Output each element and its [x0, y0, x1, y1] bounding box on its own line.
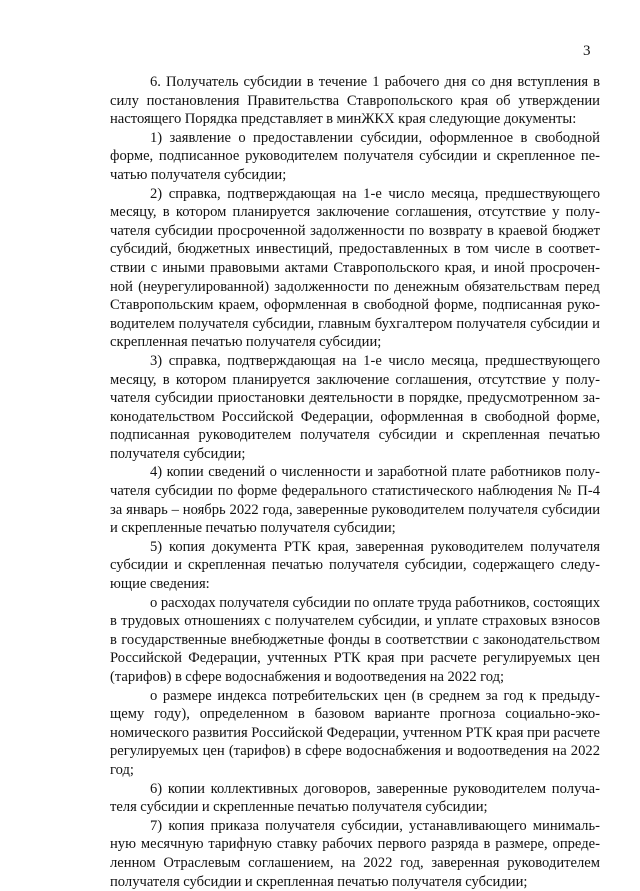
document-body: [110, 73, 600, 891]
paragraph-subitem-5-price-index: о размере индекса потребительских цен (в среднем за год к предыдущему году), определенном в базовом варианте прогноза социально-экономического развития Российской Федерации, учтенном РТК края при расчете регулируемых цен (тарифов) в сфере водоснабжения и водоотведения на 2022 год;: [110, 687, 600, 778]
page-number: 3: [583, 43, 591, 59]
paragraph-subitem-3: 3) справка, подтверждающая на 1-е число месяца, предшествующего месяцу, в котором планируется заключение соглашения, отсутствие у получателя субсидии приостановки деятельности в порядке, предусмотренном законодательством Российской Федерации, оформленная в свободной форме, подписанная руководителем получателя субсидии и скрепленная печатью получателя субсидии;: [110, 352, 600, 462]
paragraph-subitem-7: 7) копия приказа получателя субсидии, устанавливающего минимальную месячную тарифную ставку рабочих первого разряда в размере, определенном Отраслевым соглашением, на 2022 год, заверенная руководителем получателя субсидии и скрепленная печатью получателя субсидии;: [110, 817, 600, 890]
paragraph-subitem-6: 6) копии коллективных договоров, заверенные руководителем получателя субсидии и скрепленные печатью получателя субсидии;: [110, 780, 600, 816]
paragraph-subitem-5: 5) копия документа РТК края, заверенная руководителем получателя субсидии и скрепленная печатью получателя субсидии, содержащего следующие сведения:: [110, 538, 600, 593]
paragraph-item-6: 6. Получатель субсидии в течение 1 рабочего дня со дня вступления в силу постановления Правительства Ставропольского края об утверждении настоящего Порядка представляет в минЖКХ края следующие документы:: [110, 74, 600, 128]
paragraph-subitem-5-expenses: о расходах получателя субсидии по оплате труда работников, состоящих в трудовых отношениях с получателем субсидии, и уплате страховых взносов в государственные внебюджетные фонды в соответствии с законодательством Российской Федерации, учтенных РТК края при расчете регулируемых цен (тарифов) в сфере водоснабжения и водоотведения на 2022 год;: [110, 594, 600, 685]
paragraph-subitem-2: 2) справка, подтверждающая на 1-е число месяца, предшествующего месяцу, в котором планируется заключение соглашения, отсутствие у получателя субсидии просроченной задолженности по возврату в краевой бюджет субсидий, бюджетных инвестиций, предоставленных в том числе в соответствии с иными правовыми актами Ставропольского края, и иной просроченной (неурегулированной) задолженности по денежным обязательствам перед Ставропольским краем, оформленная в свободной форме, подписанная руководителем получателя субсидии, главным бухгалтером получателя субсидии и скрепленная печатью получателя субсидии;: [110, 185, 600, 351]
paragraph-subitem-1: 1) заявление о предоставлении субсидии, оформленное в свободной форме, подписанное руководителем получателя субсидии и скрепленное печатью получателя субсидии;: [110, 129, 600, 183]
paragraph-subitem-4: 4) копии сведений о численности и заработной плате работников получателя субсидии по форме федерального статистического наблюдения № П-4 за январь – ноябрь 2022 года, заверенные руководителем получателя субсидии и скрепленные печатью получателя субсидии;: [110, 464, 600, 537]
